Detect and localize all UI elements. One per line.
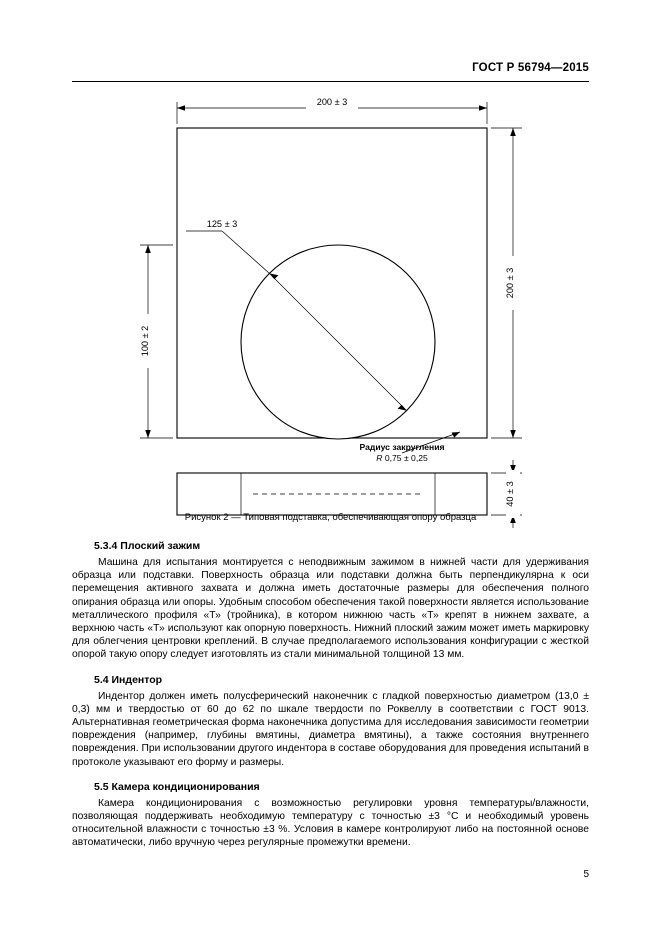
radius-callout-title: Радиус закругления [359,442,445,452]
radius-callout-value: R 0,75 ± 0,25 [376,453,428,463]
document-body [72,540,589,850]
dim-circle-diameter-label: 125 ± 3 [206,219,238,229]
dim-right-height-label: 200 ± 3 [505,267,515,299]
side-view-outline [177,473,487,515]
arrow-top-right [479,105,487,111]
figure-caption: Рисунок 2 — Типовая подставка, обеспечивающая опору образца [184,512,477,523]
section-paragraph-5-5: Камера кондиционирования с возможностью регулировки уровня температуры/влажности, позволяющая поддерживать необходимую температуру с точностью ±3 °С и необходимый уровень относительной влажности с точностью ±3 %. Условия в камере контролируют либо на постоянной основе автоматически, либо вручную через регулярные промежутки времени. [72,797,589,849]
arrow-right-bottom [510,430,516,438]
arrow-right-top [510,128,516,136]
section-heading-5-5: 5.5 Камера кондиционирования [94,780,260,793]
page-number: 5 [583,869,589,880]
header-rule [72,81,589,82]
dim-left-height-label: 100 ± 2 [140,325,150,357]
technical-drawing-svg [72,88,589,528]
section-heading-5-3-4: 5.3.4 Плоский зажим [94,540,201,552]
section-paragraph-5-4: Индентор должен иметь полусферический наконечник с гладкой поверхностью диаметром (13,0 ± 0,3) мм и твердостью от 60 до 62 по шкале твердости по Роквеллу в соответствии с ГОСТ 9013. Альтернативная геометрическая форма наконечника допустима для исследования зависимости геометрии повреждения (например, глубины вмятины, диаметра вмятины), а также состояния внутреннего повреждения. При использовании другого индентора в составе оборудования для проведения испытаний в протоколе указывают его форму и размеры. [72,690,589,768]
dim-top-width-label: 200 ± 3 [316,97,348,107]
arrow-left-bottom [145,430,151,438]
section-paragraph-5-3-4: Машина для испытания монтируется с неподвижным зажимом в нижней части для удерживания образца или подставки. Поверхность образца или подставки должна быть перпендикулярна к оси перемещения активного захвата и должна иметь достаточные размеры для обеспечения полного опирания образца или опоры. Удобным способом обеспечения такой поверхности является использование металлического профиля «Т» (тройника), в котором нижнюю часть «Т» крепят в нижнем захвате, а верхнюю часть «Т» используют как опорную поверхность. Нижний плоский зажим может иметь маркировку для облегчения центровки креплений. В случае предполагаемого использования конфигурации с жесткой опорой такую опору следует изготовлять из стали минимальной толщиной 13 мм. [72,557,589,661]
arrow-top-left [177,105,185,111]
arrow-left-top [145,245,151,253]
section-heading-5-4: 5.4 Индентор [94,673,163,686]
dim-thickness-label: 40 ± 3 [505,481,515,507]
standard-header: ГОСТ Р 56794—2015 [472,62,589,74]
figure-2-drawing [72,88,589,528]
